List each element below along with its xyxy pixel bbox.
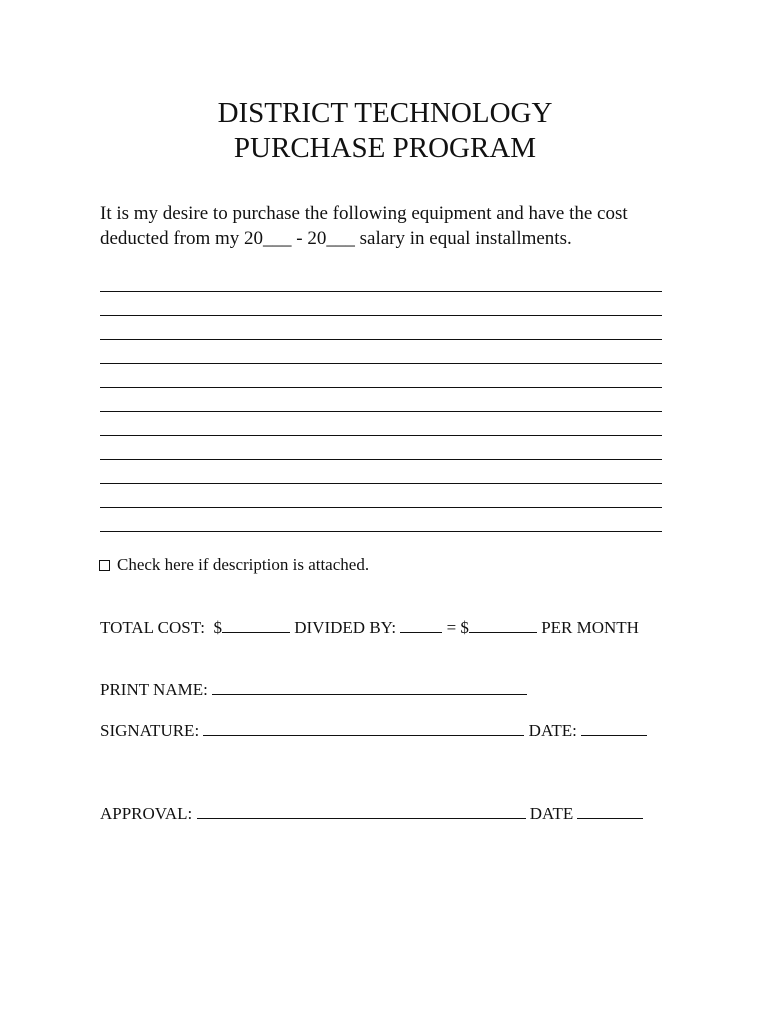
equals-currency: = $ (446, 618, 469, 637)
equipment-line-5[interactable] (100, 387, 662, 388)
equipment-line-6[interactable] (100, 411, 662, 412)
print-name-field[interactable] (212, 679, 527, 695)
equipment-line-1[interactable] (100, 291, 662, 292)
title-line-1: DISTRICT TECHNOLOGY (217, 97, 553, 129)
print-name-line (100, 679, 527, 701)
attachment-checkbox[interactable] (99, 560, 110, 571)
total-cost-label: TOTAL COST: (100, 618, 205, 637)
approval-line (100, 803, 643, 825)
attachment-checkbox-row (99, 554, 369, 576)
intro-line-2: deducted from my 20___ - 20___ salary in equal installments. (100, 228, 572, 249)
equipment-line-4[interactable] (100, 363, 662, 364)
equipment-line-3[interactable] (100, 339, 662, 340)
approval-field[interactable] (197, 803, 526, 819)
intro-line-1: It is my desire to purchase the following equipment and have the cost (100, 203, 628, 224)
total-cost-line (100, 617, 639, 639)
equipment-line-10[interactable] (100, 507, 662, 508)
signature-line (100, 720, 647, 742)
title-line-2: PURCHASE PROGRAM (233, 132, 537, 164)
total-cost-field[interactable] (222, 617, 290, 633)
divided-by-field[interactable] (400, 617, 442, 633)
equipment-line-8[interactable] (100, 459, 662, 460)
attachment-checkbox-label: Check here if description is attached. (117, 555, 370, 574)
equipment-line-9[interactable] (100, 483, 662, 484)
signature-field[interactable] (203, 720, 524, 736)
per-month-field[interactable] (469, 617, 537, 633)
equipment-line-2[interactable] (100, 315, 662, 316)
per-month-label: PER MONTH (541, 618, 639, 637)
approval-date-field[interactable] (577, 803, 643, 819)
divided-by-label: DIVIDED BY: (294, 618, 397, 637)
currency-symbol: $ (213, 618, 222, 637)
equipment-line-7[interactable] (100, 435, 662, 436)
approval-label: APPROVAL: (100, 804, 193, 823)
equipment-line-11[interactable] (100, 531, 662, 532)
print-name-label: PRINT NAME: (100, 680, 208, 699)
approval-date-label: DATE (529, 804, 574, 823)
signature-date-label: DATE: (528, 721, 577, 740)
signature-label: SIGNATURE: (100, 721, 200, 740)
signature-date-field[interactable] (581, 720, 647, 736)
